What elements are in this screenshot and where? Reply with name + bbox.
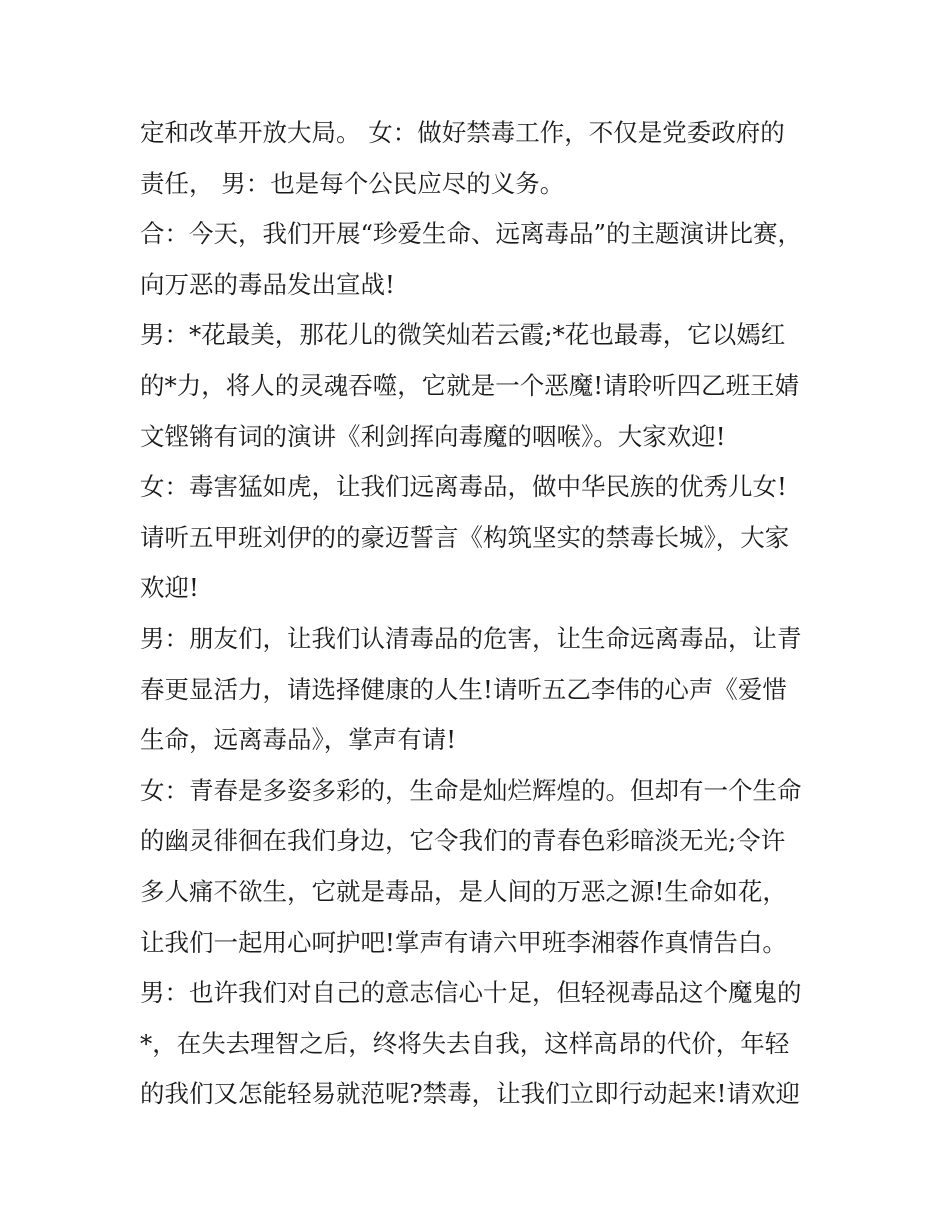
text-line: 男：*花最美，那花儿的微笑灿若云霞;*花也最毒，它以嫣红 [140, 320, 786, 350]
text-line: 的幽灵徘徊在我们身边，它令我们的青春色彩暗淡无光;令许 [140, 826, 786, 856]
text-line: 女：毒害猛如虎，让我们远离毒品，做中华民族的优秀儿女! [140, 472, 787, 502]
text-line: 让我们一起用心呵护吧!掌声有请六甲班李湘蓉作真情告白。 [140, 927, 787, 957]
text-line: 的我们又怎能轻易就范呢?禁毒，让我们立即行动起来!请欢迎 [140, 1079, 800, 1109]
text-line: 男：也许我们对自己的意志信心十足，但轻视毒品这个魔鬼的 [140, 978, 802, 1008]
text-line: 的*力，将人的灵魂吞噬，它就是一个恶魔!请聆听四乙班王婧 [140, 370, 800, 400]
text-line: 多人痛不欲生，它就是毒品，是人间的万恶之源!生命如花， [140, 876, 787, 906]
text-line: 责任， 男：也是每个公民应尽的义务。 [140, 168, 565, 198]
text-line: 欢迎! [140, 573, 199, 603]
text-line: 文铿锵有词的演讲《利剑挥向毒魔的咽喉》。大家欢迎! [140, 421, 726, 451]
text-line: 春更显活力，请选择健康的人生!请听五乙李伟的心声《爱惜 [140, 674, 787, 704]
text-line: 请听五甲班刘伊的的豪迈誓言《构筑坚实的禁毒长城》，大家 [140, 522, 790, 552]
text-line: *，在失去理智之后，终将失去自我，这样高昂的代价，年轻 [140, 1028, 790, 1058]
text-line: 男：朋友们，让我们认清毒品的危害，让生命远离毒品，让青 [140, 623, 802, 653]
document-body [140, 108, 830, 1120]
text-line: 生命，远离毒品》，掌声有请! [140, 725, 457, 755]
text-line: 定和改革开放大局。 女：做好禁毒工作，不仅是党委政府的 [140, 118, 785, 147]
text-line: 合：今天，我们开展“珍爱生命、远离毒品”的主题演讲比赛， [140, 219, 803, 249]
text-line: 女：青春是多姿多彩的，生命是灿烂辉煌的。但却有一个生命 [140, 775, 802, 805]
text-line: 向万恶的毒品发出宣战! [140, 269, 395, 299]
